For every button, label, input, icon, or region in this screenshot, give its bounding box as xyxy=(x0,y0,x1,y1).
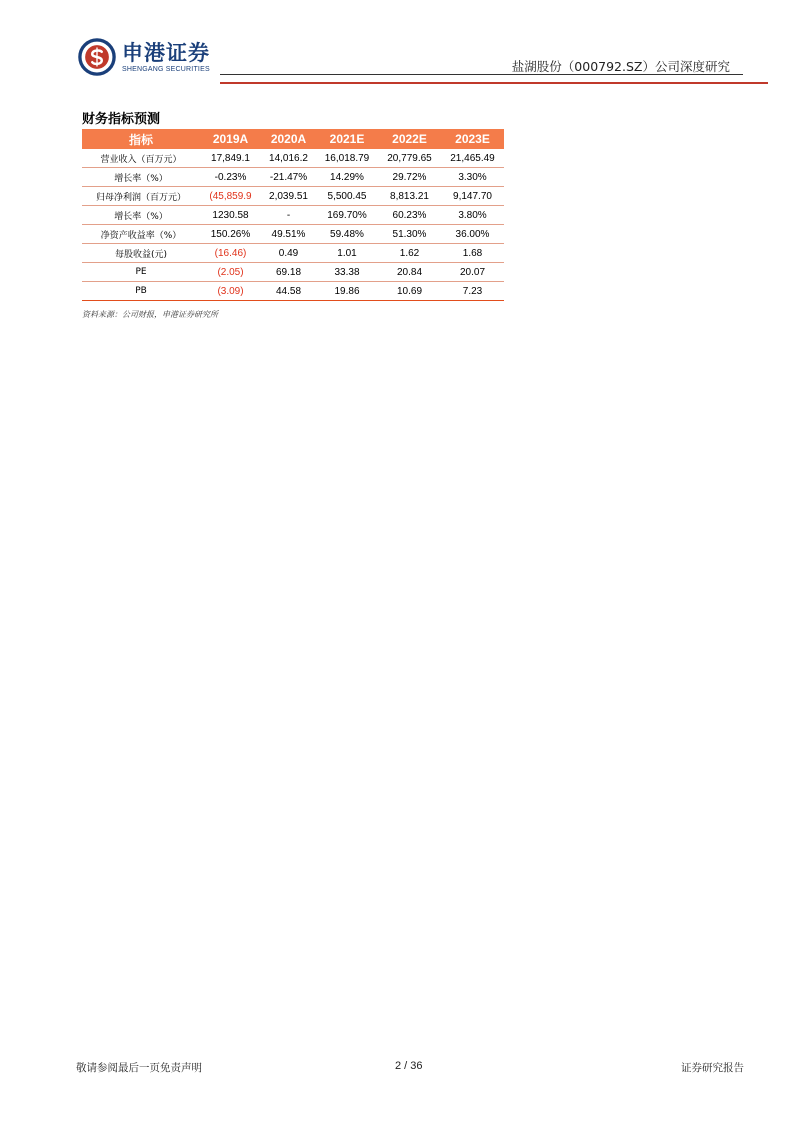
footer-disclaimer: 敬请参阅最后一页免责声明 xyxy=(76,1062,202,1074)
table-cell: 33.38 xyxy=(316,263,378,282)
page-header xyxy=(0,0,793,90)
table-cell: 150.26% xyxy=(200,225,261,244)
table-row xyxy=(82,225,504,244)
row-label: PB xyxy=(82,282,200,301)
table-cell: 169.70% xyxy=(316,206,378,225)
column-header: 2019A xyxy=(200,129,261,149)
row-label: 净资产收益率（%） xyxy=(82,225,200,244)
table-cell: -21.47% xyxy=(261,168,316,187)
table-header-row xyxy=(82,129,504,149)
logo-cn-text: 申港证券 xyxy=(122,40,210,65)
logo-en-text: SHENGANG SECURITIES xyxy=(122,65,210,73)
table-cell: 14.29% xyxy=(316,168,378,187)
logo-emblem-icon xyxy=(78,38,116,76)
table-row xyxy=(82,187,504,206)
table-cell: 5,500.45 xyxy=(316,187,378,206)
column-header: 2023E xyxy=(441,129,504,149)
row-label: 每股收益(元) xyxy=(82,244,200,263)
table-row xyxy=(82,263,504,282)
table-cell: - xyxy=(261,206,316,225)
table-cell: 60.23% xyxy=(378,206,441,225)
table-cell: 8,813.21 xyxy=(378,187,441,206)
table-cell: 16,018.79 xyxy=(316,149,378,168)
table-cell: 20.07 xyxy=(441,263,504,282)
company-logo xyxy=(78,38,210,76)
table-row xyxy=(82,282,504,301)
footer-report-type: 证券研究报告 xyxy=(681,1062,744,1074)
table-cell: 49.51% xyxy=(261,225,316,244)
table-cell: 21,465.49 xyxy=(441,149,504,168)
table-row xyxy=(82,244,504,263)
table-cell: 20,779.65 xyxy=(378,149,441,168)
report-title: 盐湖股份（000792.SZ）公司深度研究 xyxy=(511,59,730,74)
table-cell: 44.58 xyxy=(261,282,316,301)
column-header: 2020A xyxy=(261,129,316,149)
page-number: 2 / 36 xyxy=(395,1060,423,1072)
table-cell: 29.72% xyxy=(378,168,441,187)
table-row xyxy=(82,206,504,225)
row-label: 归母净利润（百万元） xyxy=(82,187,200,206)
table-cell: 1230.58 xyxy=(200,206,261,225)
table-cell: 7.23 xyxy=(441,282,504,301)
column-header: 2021E xyxy=(316,129,378,149)
table-cell: 1.01 xyxy=(316,244,378,263)
table-cell: 1.62 xyxy=(378,244,441,263)
table-cell: 3.80% xyxy=(441,206,504,225)
column-header: 2022E xyxy=(378,129,441,149)
table-row xyxy=(82,149,504,168)
table-cell: 3.30% xyxy=(441,168,504,187)
table-cell: (2.05) xyxy=(200,263,261,282)
table-cell: 2,039.51 xyxy=(261,187,316,206)
header-divider xyxy=(220,74,743,75)
table-cell: 69.18 xyxy=(261,263,316,282)
table-cell: (3.09) xyxy=(200,282,261,301)
table-cell: 36.00% xyxy=(441,225,504,244)
table-cell: 14,016.2 xyxy=(261,149,316,168)
table-cell: 20.84 xyxy=(378,263,441,282)
table-cell: 10.69 xyxy=(378,282,441,301)
table-cell: 9,147.70 xyxy=(441,187,504,206)
table-cell: 17,849.1 xyxy=(200,149,261,168)
source-note: 资料来源：公司财报，申港证券研究所 xyxy=(82,310,218,319)
header-accent-divider xyxy=(220,82,768,84)
row-label: 营业收入（百万元） xyxy=(82,149,200,168)
table-cell: 0.49 xyxy=(261,244,316,263)
table-cell: 19.86 xyxy=(316,282,378,301)
row-label: 增长率（%） xyxy=(82,206,200,225)
table-cell: -0.23% xyxy=(200,168,261,187)
row-label: PE xyxy=(82,263,200,282)
column-header: 指标 xyxy=(82,129,200,149)
table-cell: 1.68 xyxy=(441,244,504,263)
row-label: 增长率（%） xyxy=(82,168,200,187)
financial-forecast-table xyxy=(82,129,504,301)
table-cell: 51.30% xyxy=(378,225,441,244)
table-row xyxy=(82,168,504,187)
table-cell: 59.48% xyxy=(316,225,378,244)
table-cell: (16.46) xyxy=(200,244,261,263)
table-cell: (45,859.9 xyxy=(200,187,261,206)
section-title: 财务指标预测 xyxy=(82,112,161,127)
